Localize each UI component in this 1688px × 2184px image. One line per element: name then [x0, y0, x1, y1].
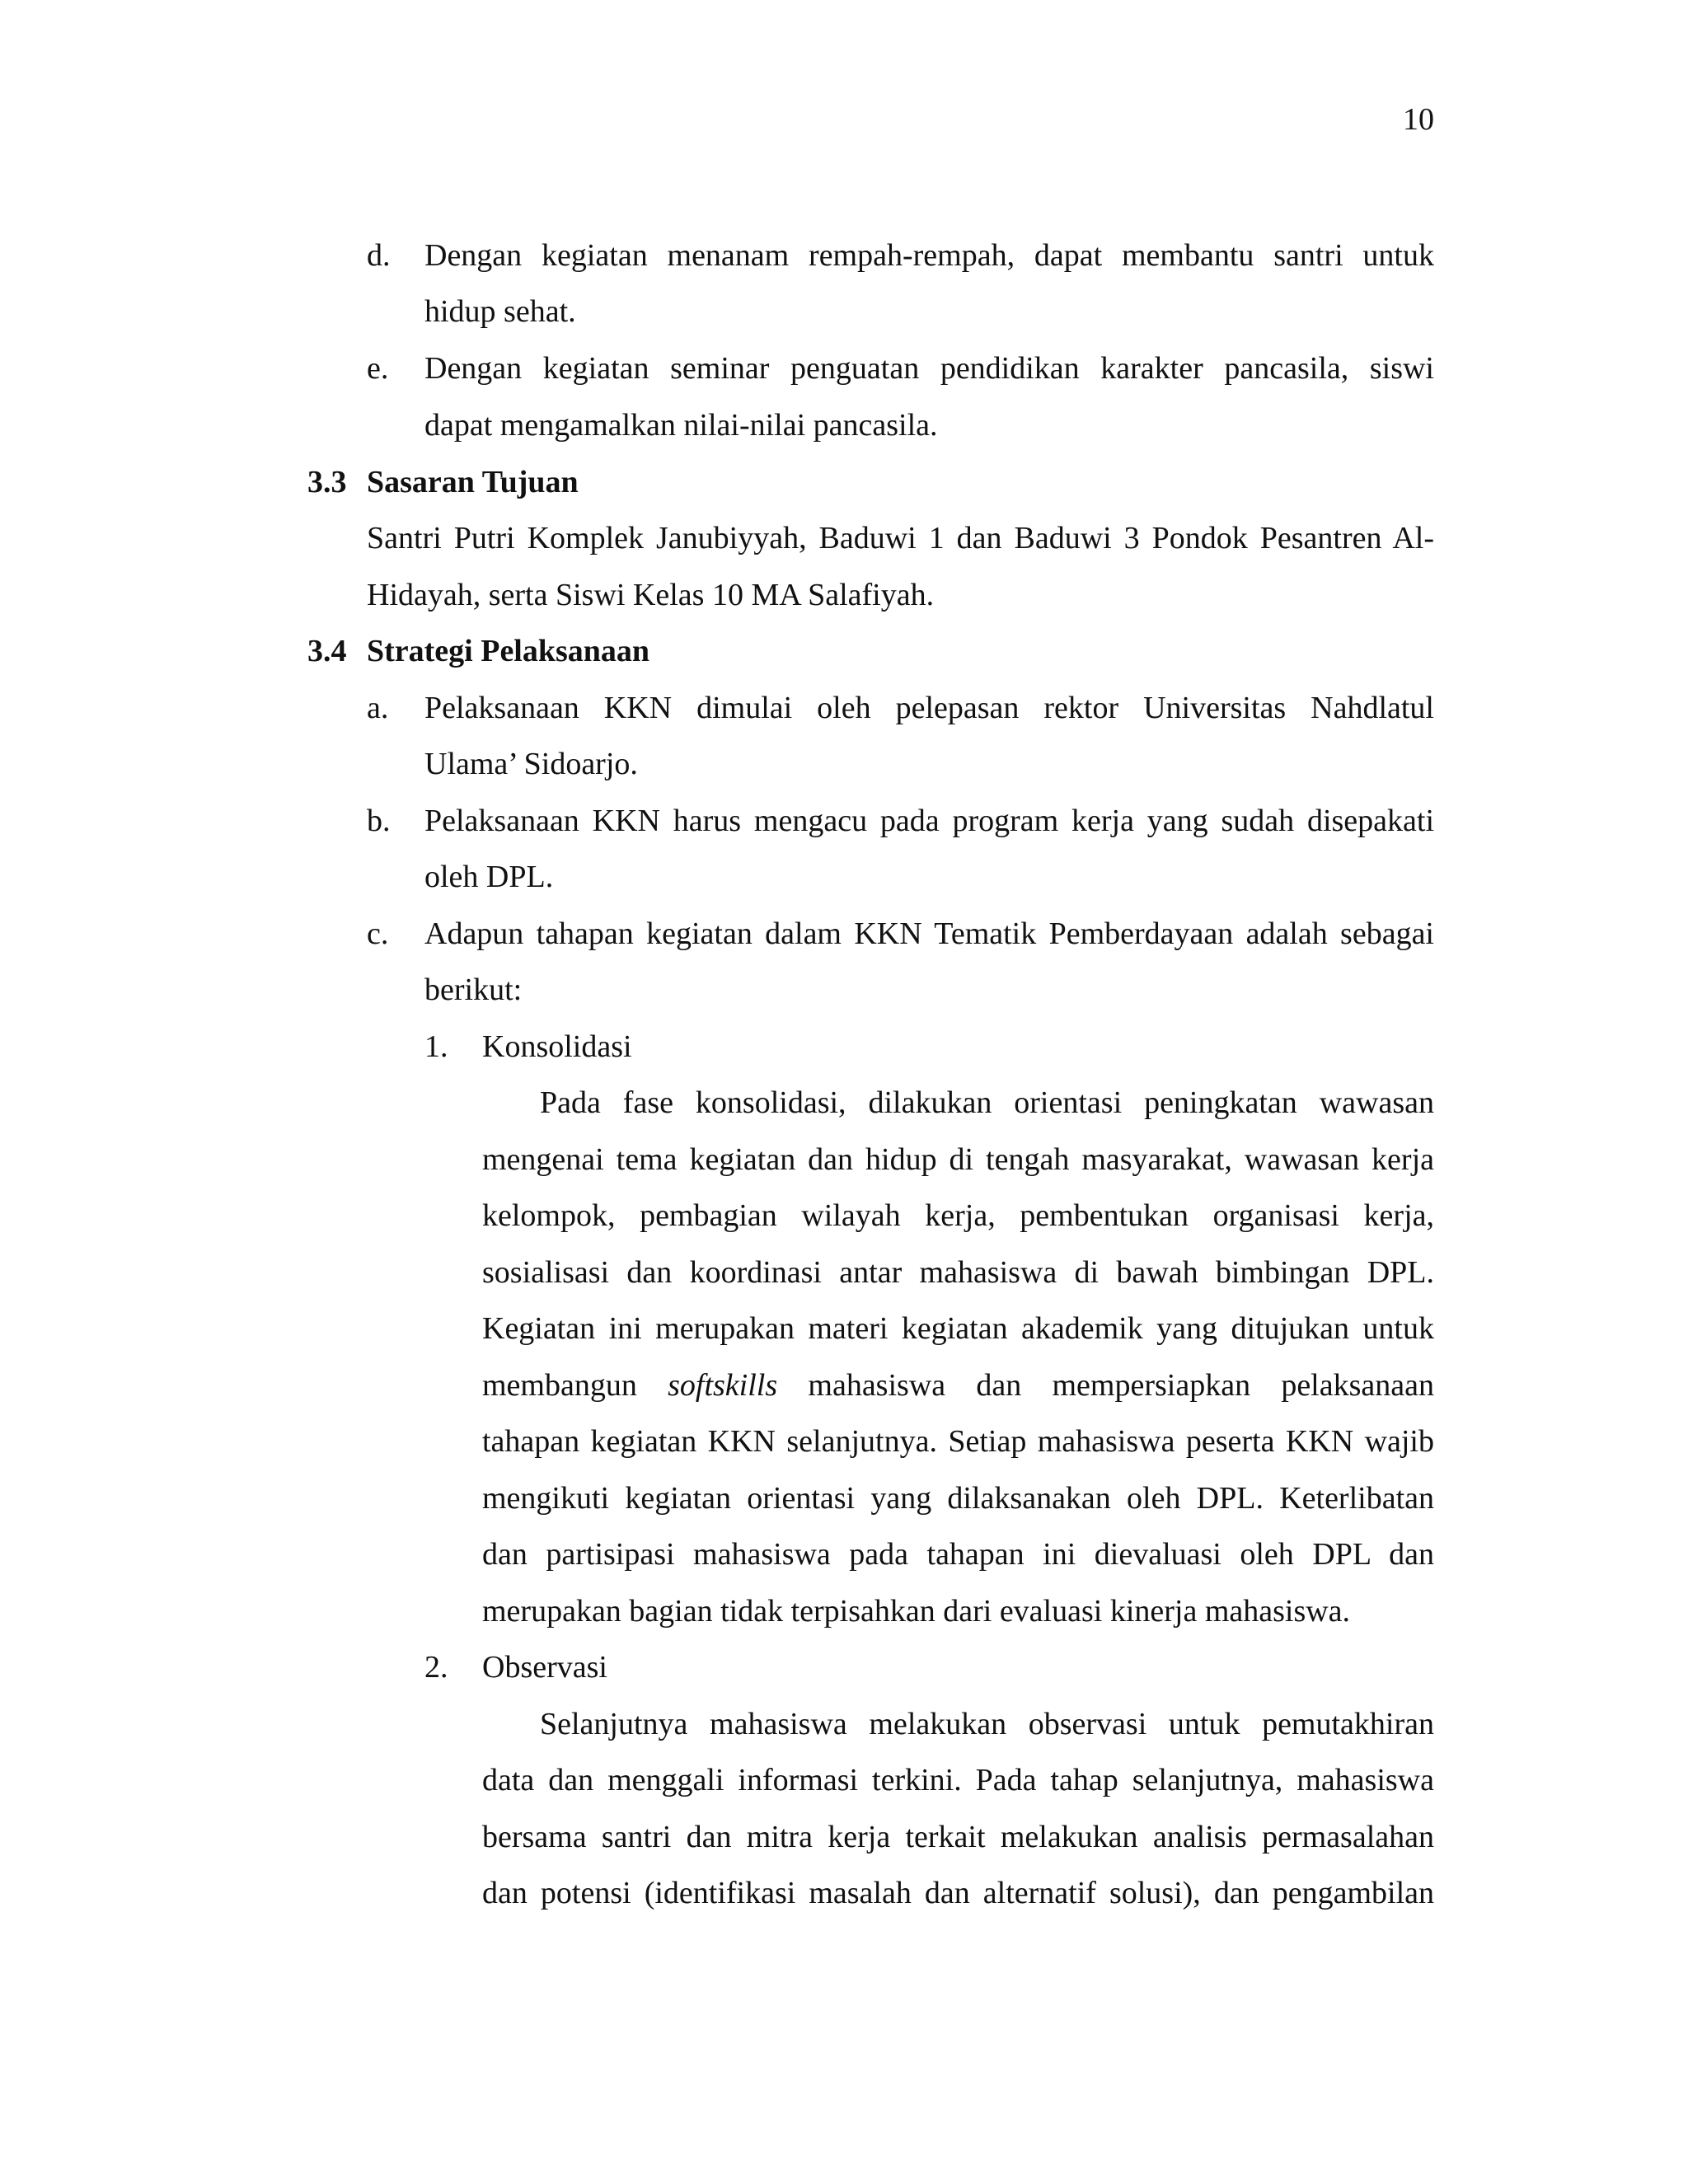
section-3-4-number: 3.4: [307, 634, 347, 668]
step-1-paragraph-line-5: Kegiatan ini merupakan materi kegiatan akademik yang ditujukan untuk: [482, 1311, 1434, 1346]
step-2-paragraph-line-2: data dan menggali informasi terkini. Pada tahap selanjutnya, mahasiswa: [482, 1763, 1434, 1797]
list-item-b-line-2: oleh DPL.: [424, 860, 554, 894]
step-1-paragraph-line-9: dan partisipasi mahasiswa pada tahapan ini dievaluasi oleh DPL dan: [482, 1537, 1434, 1572]
step-2-paragraph-line-1: Selanjutnya mahasiswa melakukan observasi untuk pemutakhiran: [540, 1707, 1434, 1741]
page-number: 10: [1403, 102, 1434, 137]
step-1-paragraph-line-6: [482, 1366, 1434, 1404]
list-marker-d: d.: [367, 238, 391, 273]
step-1-marker: 1.: [424, 1029, 448, 1064]
section-3-3-line-2: Hidayah, serta Siswi Kelas 10 MA Salafiyah.: [367, 578, 935, 612]
list-item-c-line-1: Adapun tahapan kegiatan dalam KKN Tematik Pemberdayaan adalah sebagai: [424, 916, 1434, 951]
step-1-paragraph-line-8: mengikuti kegiatan orientasi yang dilaksanakan oleh DPL. Keterlibatan: [482, 1481, 1434, 1516]
list-marker-a: a.: [367, 691, 389, 725]
softskills-term: softskills: [668, 1368, 778, 1403]
step-1-paragraph-line-4: sosialisasi dan koordinasi antar mahasiswa di bawah bimbingan DPL.: [482, 1255, 1434, 1290]
step-1-line-6-before: membangun: [482, 1368, 637, 1403]
list-item-d-line-1: Dengan kegiatan menanam rempah-rempah, dapat membantu santri untuk: [424, 238, 1434, 273]
list-item-a-line-1: Pelaksanaan KKN dimulai oleh pelepasan rektor Universitas Nahdlatul: [424, 691, 1434, 725]
step-1-paragraph-line-3: kelompok, pembagian wilayah kerja, pembentukan organisasi kerja,: [482, 1198, 1434, 1233]
list-item-b-line-1: Pelaksanaan KKN harus mengacu pada program kerja yang sudah disepakati: [424, 804, 1434, 838]
list-marker-b: b.: [367, 804, 391, 838]
section-3-3-number: 3.3: [307, 465, 347, 499]
step-1-title: Konsolidasi: [482, 1029, 632, 1064]
step-1-line-6-after: mahasiswa dan mempersiapkan pelaksanaan: [808, 1368, 1434, 1403]
step-1-paragraph-line-10: merupakan bagian tidak terpisahkan dari evaluasi kinerja mahasiswa.: [482, 1594, 1351, 1629]
step-2-marker: 2.: [424, 1650, 448, 1685]
step-2-paragraph-line-4: dan potensi (identifikasi masalah dan alternatif solusi), dan pengambilan: [482, 1876, 1434, 1910]
step-1-paragraph-line-7: tahapan kegiatan KKN selanjutnya. Setiap mahasiswa peserta KKN wajib: [482, 1424, 1434, 1459]
step-1-paragraph-line-2: mengenai tema kegiatan dan hidup di tengah masyarakat, wawasan kerja: [482, 1142, 1434, 1177]
list-item-a-line-2: Ulama’ Sidoarjo.: [424, 747, 638, 781]
list-marker-e: e.: [367, 351, 389, 386]
list-item-e-line-1: Dengan kegiatan seminar penguatan pendidikan karakter pancasila, siswi: [424, 351, 1434, 386]
list-marker-c: c.: [367, 916, 389, 951]
section-3-3-title: Sasaran Tujuan: [367, 465, 579, 499]
list-item-e-line-2: dapat mengamalkan nilai-nilai pancasila.: [424, 408, 938, 443]
step-2-title: Observasi: [482, 1650, 607, 1685]
list-item-c-line-2: berikut:: [424, 972, 523, 1007]
step-2-paragraph-line-3: bersama santri dan mitra kerja terkait melakukan analisis permasalahan: [482, 1820, 1434, 1854]
step-1-paragraph-line-1: Pada fase konsolidasi, dilakukan orientasi peningkatan wawasan: [540, 1085, 1434, 1120]
section-3-4-title: Strategi Pelaksanaan: [367, 634, 650, 668]
section-3-3-line-1: Santri Putri Komplek Janubiyyah, Baduwi 1 dan Baduwi 3 Pondok Pesantren Al-: [367, 521, 1434, 555]
list-item-d-line-2: hidup sehat.: [424, 294, 576, 329]
